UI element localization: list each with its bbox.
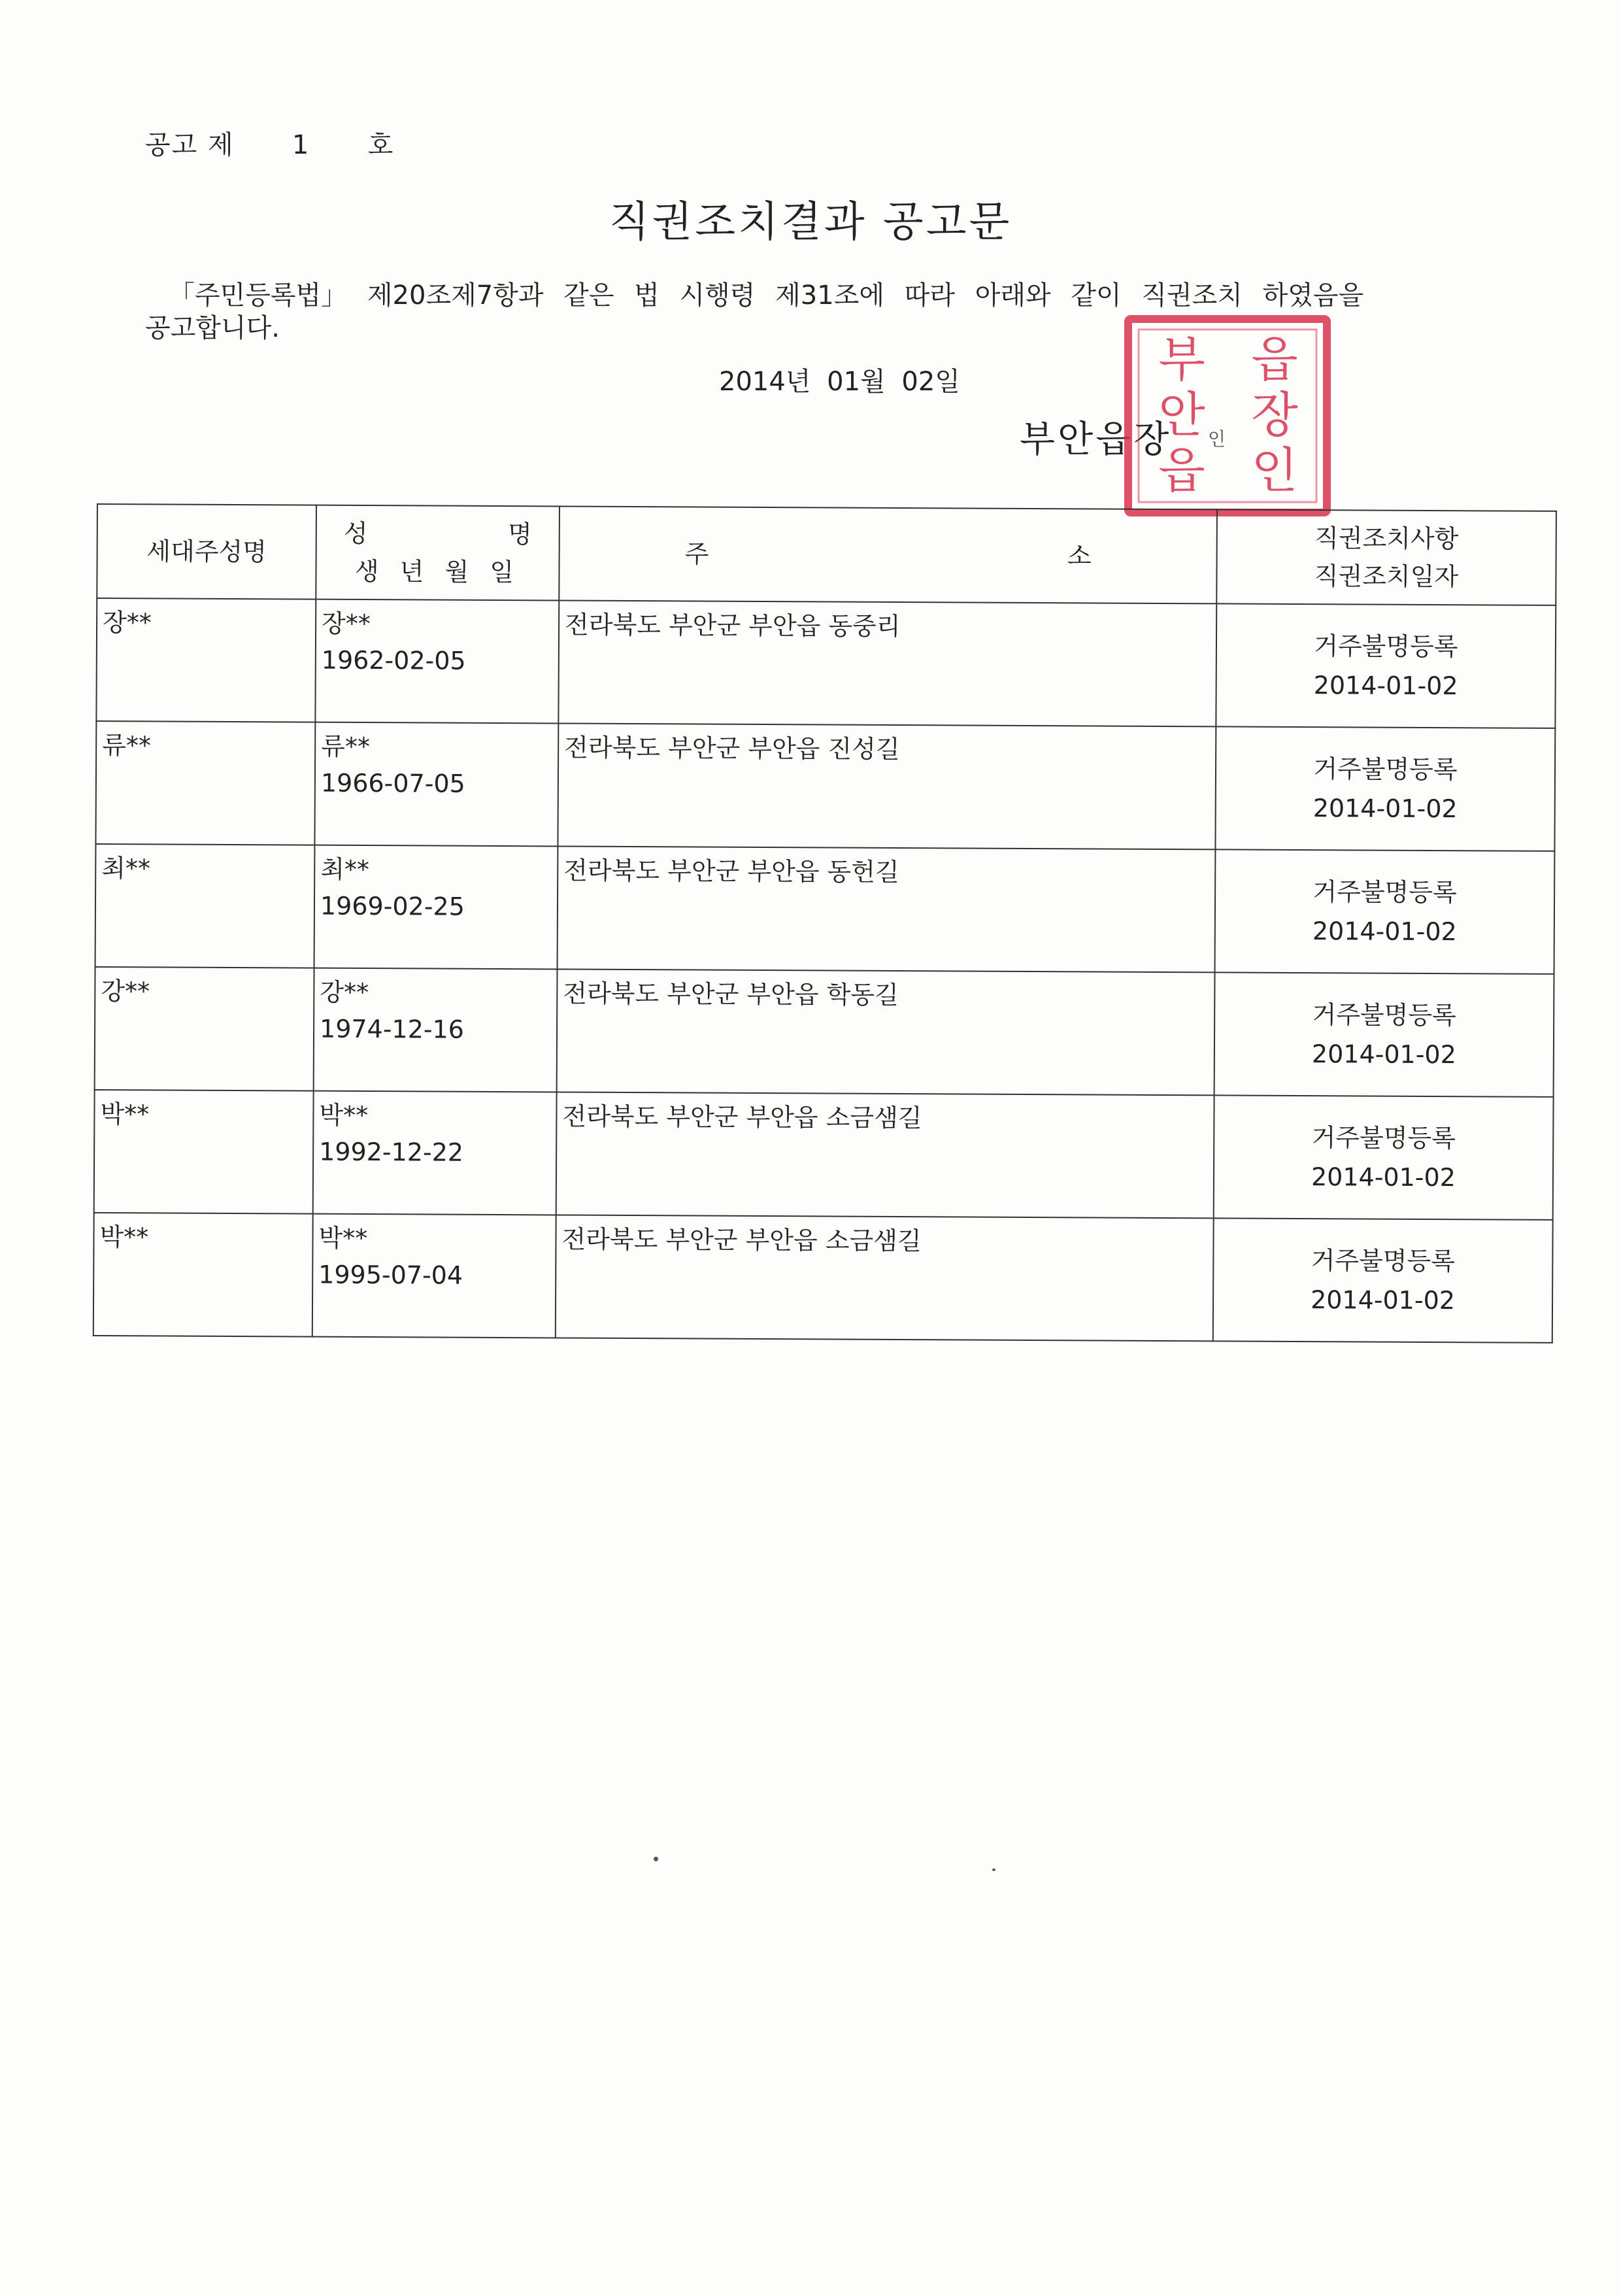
cell-action-type: 거주불명등록 — [1312, 877, 1457, 907]
official-seal-stamp — [1123, 314, 1332, 518]
header-action — [1216, 509, 1556, 605]
cell-name-birth — [315, 599, 559, 724]
header-addr-char-2: 소 — [1067, 541, 1092, 571]
svg-text:읍: 읍 — [1251, 331, 1298, 388]
header-householder: 세대주성명 — [97, 504, 316, 599]
cell-name: 박** — [318, 1223, 368, 1253]
cell-action-date: 2014-01-02 — [1311, 1039, 1456, 1070]
svg-text:읍: 읍 — [1158, 443, 1205, 499]
cell-householder: 최** — [95, 844, 315, 968]
svg-text:인: 인 — [1251, 443, 1298, 499]
cell-address: 전라북도 부안군 부안읍 동헌길 — [558, 846, 1216, 972]
cell-birth: 1962-02-05 — [321, 645, 466, 675]
scan-speck — [992, 1868, 995, 1871]
table-header-row — [97, 504, 1556, 605]
cell-action — [1216, 603, 1556, 728]
issue-date: 2014년 01월 02일 — [719, 367, 960, 397]
cell-name: 류** — [321, 732, 371, 762]
cell-householder: 장** — [96, 598, 316, 722]
cell-action-type: 거주불명등록 — [1311, 1246, 1456, 1276]
cell-name: 최** — [320, 854, 370, 885]
cell-address: 전라북도 부안군 부안읍 소금샘길 — [556, 1215, 1214, 1341]
table-row — [93, 1213, 1553, 1343]
cell-birth: 1966-07-05 — [320, 768, 465, 798]
cell-action-date: 2014-01-02 — [1312, 917, 1457, 947]
document-title: 직권조치결과 공고문 — [609, 198, 1012, 246]
cell-name-birth — [314, 845, 558, 970]
cell-birth: 1992-12-22 — [319, 1137, 464, 1167]
cell-action-type: 거주불명등록 — [1314, 632, 1458, 662]
header-addr-char-1: 주 — [684, 539, 709, 569]
cell-householder: 박** — [94, 1090, 314, 1214]
cell-action — [1215, 849, 1555, 974]
notice-number: 공고 제 1 호 — [145, 130, 395, 160]
cell-name-birth — [314, 968, 558, 1092]
header-action-date: 직권조치일자 — [1314, 562, 1459, 592]
header-action-type: 직권조치사항 — [1314, 524, 1459, 554]
cell-birth: 1995-07-04 — [318, 1260, 463, 1290]
measures-table — [93, 503, 1557, 1343]
cell-birth: 1969-02-25 — [320, 891, 465, 921]
cell-action-date: 2014-01-02 — [1311, 1285, 1456, 1315]
cell-name: 강** — [320, 977, 369, 1007]
cell-name-birth — [312, 1214, 556, 1338]
table-row — [95, 844, 1555, 974]
header-name-birth — [316, 505, 560, 601]
cell-address: 전라북도 부안군 부안읍 진성길 — [558, 723, 1216, 849]
cell-action-type: 거주불명등록 — [1312, 1000, 1456, 1030]
cell-name-birth — [313, 1091, 557, 1215]
cell-name: 장** — [321, 609, 371, 639]
svg-text:부: 부 — [1158, 331, 1205, 388]
cell-action-type: 거주불명등록 — [1311, 1123, 1456, 1153]
cell-action-date: 2014-01-02 — [1313, 671, 1458, 701]
cell-address: 전라북도 부안군 부안읍 학동길 — [557, 969, 1215, 1095]
svg-text:장: 장 — [1251, 387, 1298, 443]
cell-action — [1214, 1095, 1554, 1220]
intro-text-line-1: 「주민등록법」 제20조제7항과 같은 법 시행령 제31조에 따라 아래와 같이 직권조치 하였음을 — [169, 280, 1364, 311]
header-name-char-1: 성 — [343, 518, 368, 549]
cell-action-type: 거주불명등록 — [1313, 754, 1458, 785]
table-row — [94, 1090, 1554, 1220]
table-row — [95, 721, 1555, 851]
header-birth: 생 년 월 일 — [354, 556, 521, 587]
cell-action — [1215, 726, 1555, 851]
header-name-char-2: 명 — [507, 520, 532, 549]
cell-householder: 박** — [93, 1213, 313, 1337]
cell-action — [1213, 1218, 1553, 1343]
cell-householder: 류** — [95, 721, 315, 845]
cell-address: 전라북도 부안군 부안읍 동중리 — [558, 600, 1216, 726]
intro-text-line-2: 공고합니다. — [145, 313, 280, 343]
cell-address: 전라북도 부안군 부안읍 소금샘길 — [556, 1092, 1214, 1218]
seal-mark-label: 인 — [1208, 428, 1226, 450]
cell-action-date: 2014-01-02 — [1312, 794, 1458, 824]
issuer-name: 부안읍장 — [1020, 418, 1172, 461]
cell-name: 박** — [319, 1100, 369, 1130]
cell-name-birth — [314, 722, 558, 847]
scan-speck — [654, 1857, 658, 1861]
table-row — [95, 967, 1554, 1097]
cell-action — [1214, 972, 1554, 1097]
cell-action-date: 2014-01-02 — [1311, 1162, 1456, 1192]
header-address — [559, 506, 1217, 603]
cell-birth: 1974-12-16 — [319, 1014, 465, 1044]
cell-householder: 강** — [95, 967, 314, 1091]
svg-text:안: 안 — [1158, 387, 1205, 443]
table-row — [96, 598, 1556, 728]
